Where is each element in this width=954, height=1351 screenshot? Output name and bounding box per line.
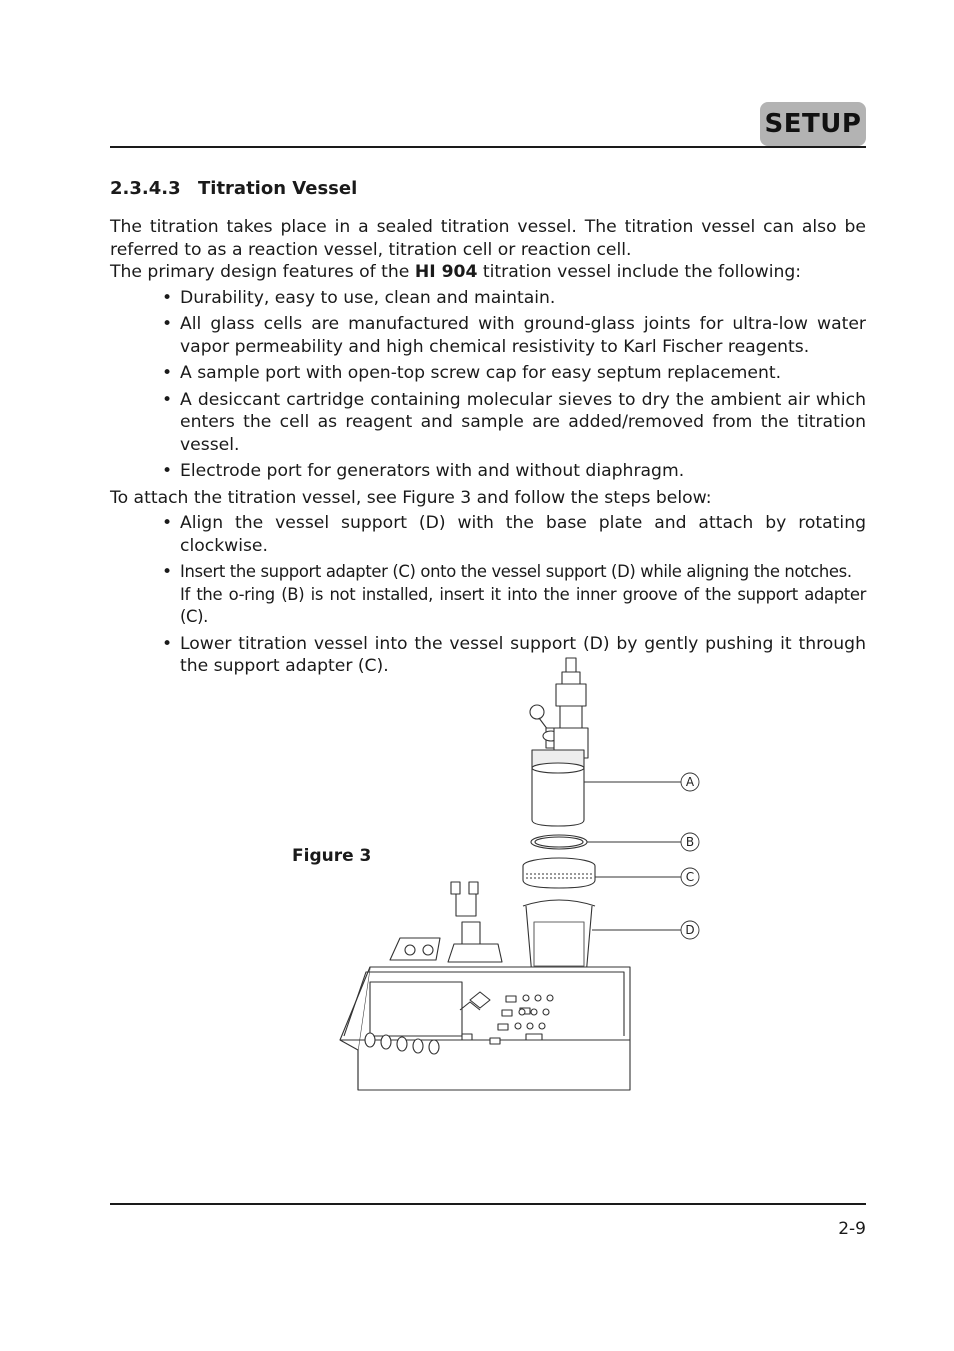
figure-label: Figure 3 — [292, 846, 372, 866]
header-rule — [110, 146, 866, 148]
callout-d: D — [685, 923, 695, 937]
step-text: Insert the support adapter (C) onto the vessel support (D) while aligning the notches. — [180, 562, 852, 581]
titrator-figure — [330, 650, 710, 1120]
page-number: 2-9 — [838, 1219, 866, 1239]
list-item: • A sample port with open-top screw cap for easy septum replacement. — [162, 362, 866, 385]
intro-paragraph: The titration takes place in a sealed titration vessel. The titration vessel can also be referred to as a reaction vessel, titration cell or reaction cell. — [110, 217, 866, 260]
list-item: • Lower titration vessel into the vessel support (D) by gently pushing it through the support adapter (C). — [162, 633, 866, 678]
section-badge: SETUP — [760, 102, 866, 146]
callout-a: A — [685, 775, 695, 789]
features-post: titration vessel include the following: — [477, 262, 802, 282]
features-intro — [110, 261, 866, 284]
body-text — [110, 216, 866, 682]
section-title: Titration Vessel — [198, 178, 358, 199]
footer-rule — [110, 1203, 866, 1205]
step-text: If the o-ring (B) is not installed, insert it into the inner groove of the support adapter (C). — [180, 584, 866, 626]
section-heading — [110, 178, 357, 199]
list-item: • All glass cells are manufactured with ground-glass joints for ultra-low water vapor permeability and high chemical resistivity to Karl Fischer reagents. — [162, 313, 866, 358]
model-name: HI 904 — [414, 262, 478, 282]
list-item: • Durability, easy to use, clean and maintain. — [162, 287, 866, 310]
features-pre: The primary design features of the — [110, 262, 415, 282]
section-number: 2.3.4.3 — [110, 178, 181, 199]
feature-list — [110, 287, 866, 483]
list-item — [162, 561, 866, 629]
list-item: • A desiccant cartridge containing molecular sieves to dry the ambient air which enters the cell as reagent and sample are added/removed from the titration vessel. — [162, 389, 866, 457]
support-adapter — [523, 858, 595, 888]
titration-vessel — [530, 658, 588, 826]
list-item: • Electrode port for generators with and without diaphragm. — [162, 460, 866, 483]
attach-intro: To attach the titration vessel, see Figure 3 and follow the steps below: — [110, 487, 712, 508]
list-item: • Align the vessel support (D) with the base plate and attach by rotating clockwise. — [162, 512, 866, 557]
callout-c: C — [685, 870, 695, 884]
callout-b: B — [685, 835, 695, 849]
